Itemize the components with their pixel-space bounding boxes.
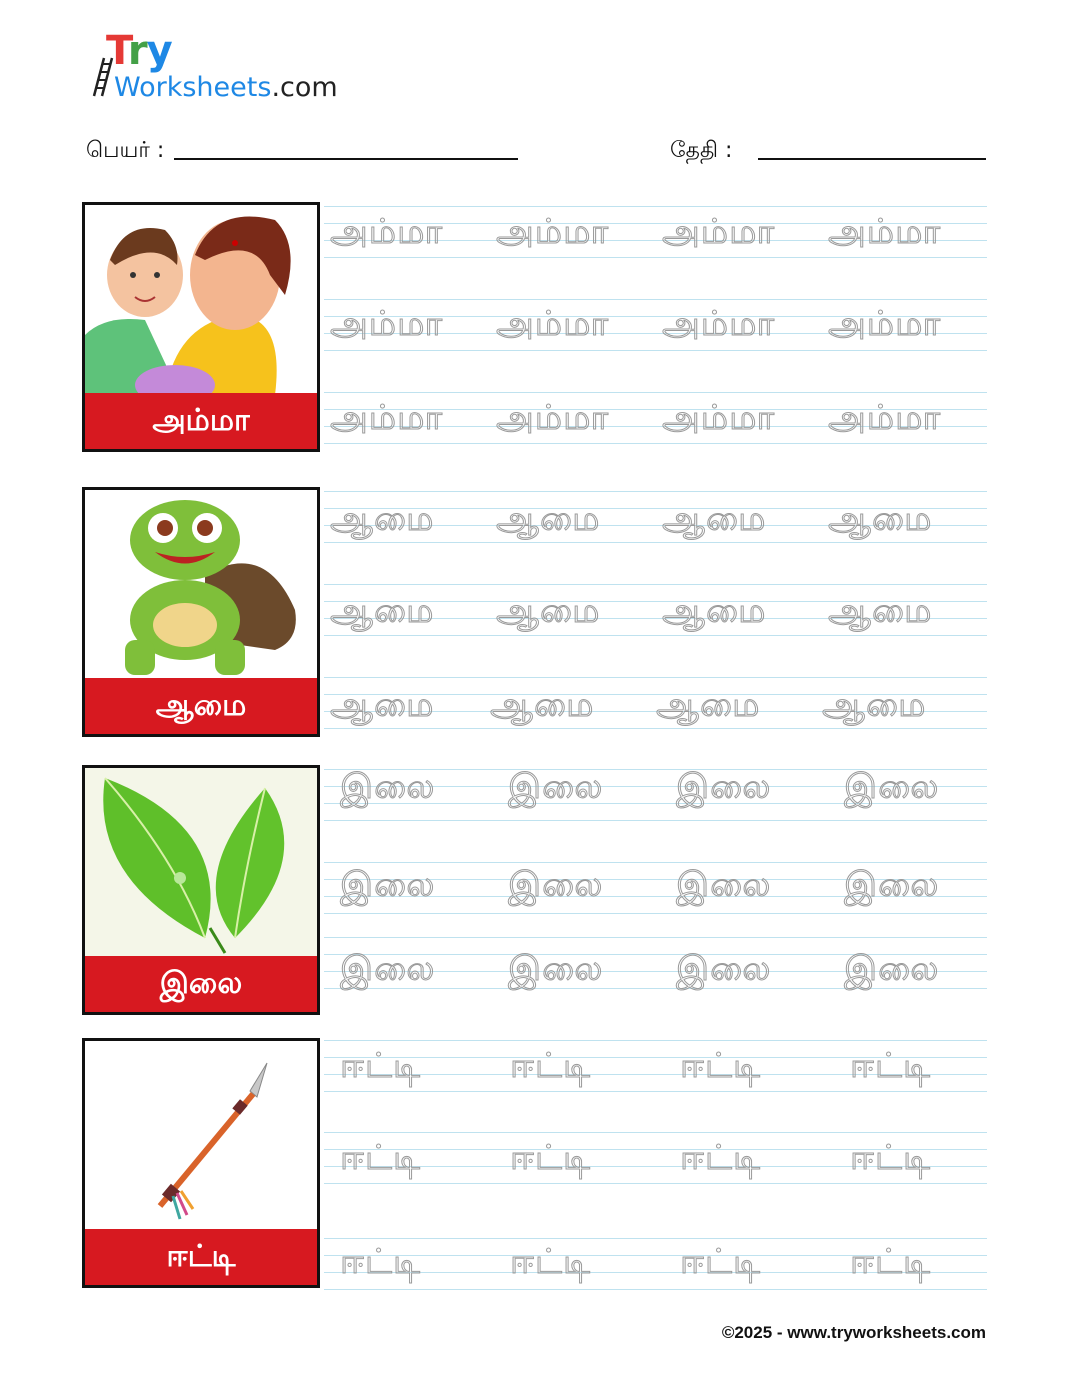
trace-word[interactable]: ஆமை bbox=[330, 591, 435, 631]
trace-word[interactable]: ஆமை bbox=[822, 685, 927, 725]
trace-word[interactable]: ஈட்டி bbox=[680, 1138, 762, 1178]
trace-word[interactable]: அம்மா bbox=[662, 212, 776, 252]
trace-word[interactable]: இலை bbox=[508, 767, 604, 807]
trace-word[interactable]: அம்மா bbox=[496, 398, 610, 438]
writing-lines bbox=[324, 1038, 987, 1290]
writing-lines bbox=[324, 765, 987, 1015]
trace-word[interactable]: அம்மா bbox=[828, 212, 942, 252]
trace-word[interactable]: இலை bbox=[508, 865, 604, 905]
trace-word[interactable]: ஆமை bbox=[656, 685, 761, 725]
trace-word[interactable]: ஈட்டி bbox=[850, 1138, 932, 1178]
trace-word[interactable]: ஈட்டி bbox=[340, 1242, 422, 1282]
trace-word[interactable]: ஆமை bbox=[662, 591, 767, 631]
trace-word[interactable]: ஈட்டி bbox=[680, 1242, 762, 1282]
trace-word[interactable]: ஈட்டி bbox=[680, 1046, 762, 1086]
trace-word[interactable]: அம்மா bbox=[330, 304, 444, 344]
name-label: பெயர் : bbox=[86, 138, 165, 163]
trace-word[interactable]: ஆமை bbox=[490, 685, 595, 725]
turtle-image bbox=[85, 490, 317, 678]
trace-word[interactable]: இலை bbox=[508, 949, 604, 989]
logo-try: Try bbox=[106, 28, 172, 74]
trace-word[interactable]: இலை bbox=[340, 865, 436, 905]
trace-word[interactable]: ஈட்டி bbox=[510, 1046, 592, 1086]
word-label: அம்மா bbox=[85, 393, 317, 449]
trace-word[interactable]: ஈட்டி bbox=[340, 1046, 422, 1086]
trace-word[interactable]: இலை bbox=[844, 949, 940, 989]
trace-word[interactable]: அம்மா bbox=[828, 398, 942, 438]
trace-word[interactable]: ஆமை bbox=[496, 499, 601, 539]
trace-word[interactable]: ஆமை bbox=[330, 685, 435, 725]
trace-word[interactable]: ஈட்டி bbox=[850, 1242, 932, 1282]
writing-lines bbox=[324, 487, 987, 737]
worksheet-row-eetti bbox=[82, 1038, 987, 1290]
trace-word[interactable]: ஆமை bbox=[496, 591, 601, 631]
word-label: ஈட்டி bbox=[85, 1229, 317, 1285]
date-label: தேதி : bbox=[670, 138, 733, 163]
trace-word[interactable]: ஈட்டி bbox=[510, 1138, 592, 1178]
spear-image bbox=[85, 1041, 317, 1229]
trace-word[interactable]: ஆமை bbox=[662, 499, 767, 539]
trace-word[interactable]: ஈட்டி bbox=[510, 1242, 592, 1282]
trace-word[interactable]: அம்மா bbox=[828, 304, 942, 344]
word-label: இலை bbox=[85, 956, 317, 1012]
picture-card bbox=[82, 487, 320, 737]
trace-word[interactable]: இலை bbox=[676, 949, 772, 989]
trace-word[interactable]: அம்மா bbox=[496, 212, 610, 252]
trace-word[interactable]: அம்மா bbox=[330, 212, 444, 252]
word-label: ஆமை bbox=[85, 678, 317, 734]
worksheet-row-ilai bbox=[82, 765, 987, 1015]
trace-word[interactable]: ஆமை bbox=[828, 591, 933, 631]
trace-word[interactable]: இலை bbox=[676, 767, 772, 807]
trace-word[interactable]: இலை bbox=[340, 949, 436, 989]
trace-word[interactable]: அம்மா bbox=[330, 398, 444, 438]
trace-word[interactable]: ஆமை bbox=[330, 499, 435, 539]
picture-card bbox=[82, 1038, 320, 1288]
leaf-image bbox=[85, 768, 317, 958]
trace-word[interactable]: இலை bbox=[844, 865, 940, 905]
trace-word[interactable]: இலை bbox=[844, 767, 940, 807]
trace-word[interactable]: ஈட்டி bbox=[340, 1138, 422, 1178]
trace-word[interactable]: இலை bbox=[340, 767, 436, 807]
logo-text: Worksheets.com bbox=[114, 72, 338, 103]
trace-word[interactable]: அம்மா bbox=[662, 398, 776, 438]
trace-word[interactable]: அம்மா bbox=[496, 304, 610, 344]
picture-card bbox=[82, 765, 320, 1015]
trace-word[interactable]: அம்மா bbox=[662, 304, 776, 344]
writing-lines bbox=[324, 202, 987, 452]
copyright-footer: ©2025 - www.tryworksheets.com bbox=[721, 1323, 986, 1342]
name-field[interactable] bbox=[174, 158, 518, 160]
date-field[interactable] bbox=[758, 158, 986, 160]
picture-card bbox=[82, 202, 320, 452]
trace-word[interactable]: ஆமை bbox=[828, 499, 933, 539]
mother-child-image bbox=[85, 205, 317, 395]
trace-word[interactable]: ஈட்டி bbox=[850, 1046, 932, 1086]
logo bbox=[90, 28, 350, 108]
worksheet-row-aamai bbox=[82, 487, 987, 737]
worksheet-row-amma bbox=[82, 202, 987, 452]
trace-word[interactable]: இலை bbox=[676, 865, 772, 905]
